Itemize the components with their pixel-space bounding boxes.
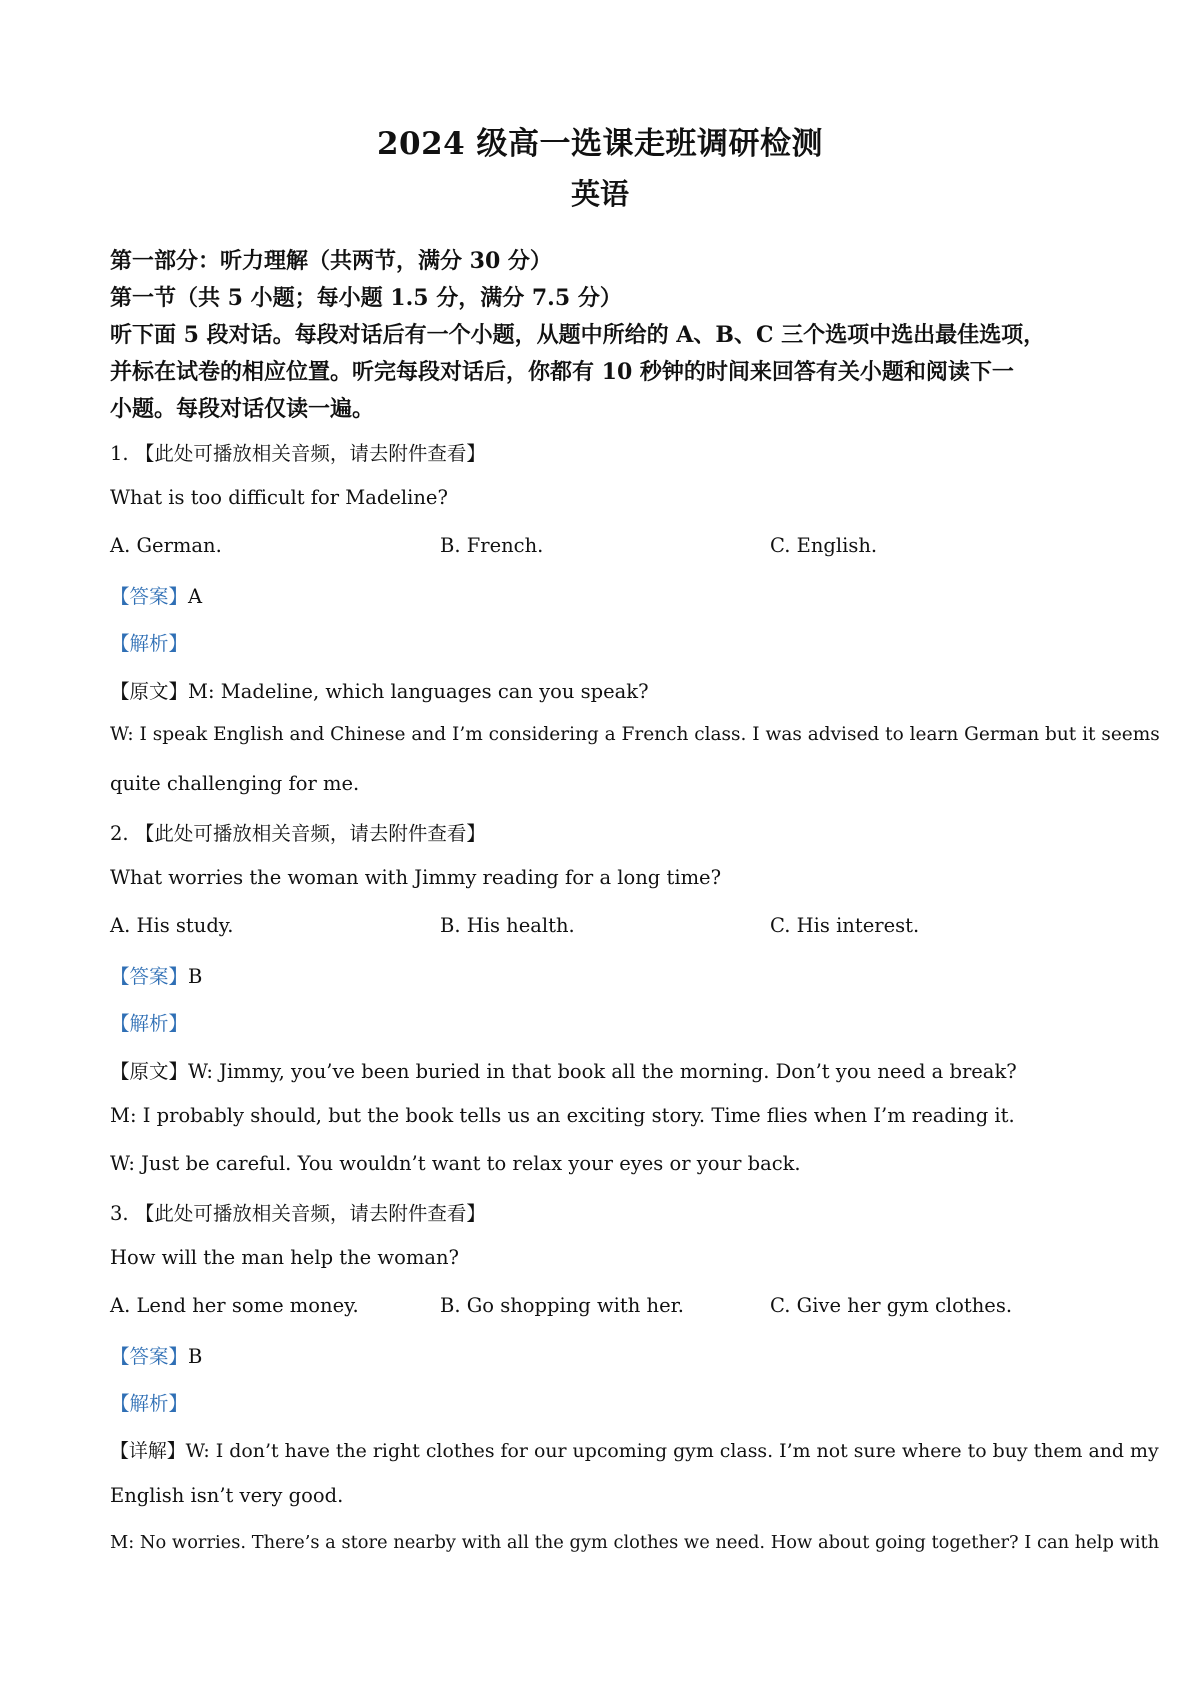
question-1-text: What is too difficult for Madeline? (110, 486, 448, 509)
question-1-transcript-1 (110, 676, 1110, 704)
question-2-audio[interactable] (110, 818, 1110, 846)
question-3-answer (110, 1341, 1110, 1369)
answer-label: 【答案】 (110, 965, 189, 988)
transcript-line: W: I don’t have the right clothes for our upcoming gym class. I’m not sure where to buy them and my (185, 1440, 1159, 1462)
question-2-option-c: C. His interest. (770, 914, 920, 937)
audio-link[interactable]: 【此处可播放相关音频，请去附件查看】 (134, 822, 486, 845)
question-3-analysis (110, 1388, 1110, 1416)
question-3-transcript-2: English isn’t very good. (110, 1484, 344, 1507)
question-3-text: How will the man help the woman? (110, 1246, 459, 1269)
transcript-label: 【原文】 (110, 1060, 189, 1083)
question-2-analysis (110, 1008, 1110, 1036)
question-2-transcript-3: W: Just be careful. You wouldn’t want to relax your eyes or your back. (110, 1152, 801, 1175)
question-2-transcript-1 (110, 1056, 1110, 1084)
question-number: 1. (110, 442, 129, 465)
section-heading: 第一节（共 5 小题；每小题 1.5 分，满分 7.5 分） (110, 285, 622, 311)
transcript-label: 【详解】 (110, 1440, 186, 1462)
question-2-answer (110, 961, 1110, 989)
audio-link[interactable]: 【此处可播放相关音频，请去附件查看】 (134, 1202, 486, 1225)
question-number: 3. (110, 1202, 129, 1225)
audio-link[interactable]: 【此处可播放相关音频，请去附件查看】 (134, 442, 486, 465)
question-3-transcript-1 (110, 1436, 1159, 1463)
transcript-line: W: Jimmy, you’ve been buried in that book all the morning. Don’t you need a break? (188, 1060, 1017, 1083)
subject-title: 英语 (570, 177, 629, 211)
instructions-line-1: 听下面 5 段对话。每段对话后有一个小题，从题中所给的 A、B、C 三个选项中选出最佳选项， (110, 322, 1046, 348)
instructions-line-2: 并标在试卷的相应位置。听完每段对话后，你都有 10 秒钟的时间来回答有关小题和阅读下一 (110, 359, 1014, 385)
question-3-option-a: A. Lend her some money. (110, 1294, 359, 1317)
question-1-option-a: A. German. (110, 534, 222, 557)
question-3-audio[interactable] (110, 1198, 1110, 1226)
question-1-answer (110, 581, 1110, 609)
page-title: 2024 级高一选课走班调研检测 (376, 126, 824, 162)
instructions-line-3: 小题。每段对话仅读一遍。 (110, 396, 375, 422)
question-1-transcript-3: quite challenging for me. (110, 772, 360, 795)
question-3-option-c: C. Give her gym clothes. (770, 1294, 1013, 1317)
answer-label: 【答案】 (110, 585, 189, 608)
question-2-text: What worries the woman with Jimmy reading for a long time? (110, 866, 722, 889)
part-heading: 第一部分：听力理解（共两节，满分 30 分） (110, 248, 552, 274)
answer-value: B (188, 1345, 203, 1368)
question-number: 2. (110, 822, 129, 845)
answer-value: B (188, 965, 203, 988)
question-2-transcript-2: M: I probably should, but the book tells us an exciting story. Time flies when I’m reading it. (110, 1104, 1015, 1127)
question-3-transcript-3: M: No worries. There’s a store nearby with all the gym clothes we need. How about going together? I can help with (110, 1532, 1160, 1553)
analysis-label: 【解析】 (110, 632, 189, 655)
answer-label: 【答案】 (110, 1345, 189, 1368)
analysis-label: 【解析】 (110, 1012, 189, 1035)
question-2-option-b: B. His health. (440, 914, 575, 937)
question-1-transcript-2: W: I speak English and Chinese and I’m considering a French class. I was advised to learn German but it seems (110, 724, 1160, 745)
question-1-audio[interactable] (110, 438, 1110, 466)
question-1-analysis (110, 628, 1110, 656)
analysis-label: 【解析】 (110, 1392, 189, 1415)
question-1-option-b: B. French. (440, 534, 544, 557)
transcript-label: 【原文】 (110, 680, 189, 703)
question-2-option-a: A. His study. (110, 914, 234, 937)
question-1-option-c: C. English. (770, 534, 878, 557)
transcript-line: M: Madeline, which languages can you speak? (188, 680, 649, 703)
question-3-option-b: B. Go shopping with her. (440, 1294, 684, 1317)
answer-value: A (188, 585, 203, 608)
